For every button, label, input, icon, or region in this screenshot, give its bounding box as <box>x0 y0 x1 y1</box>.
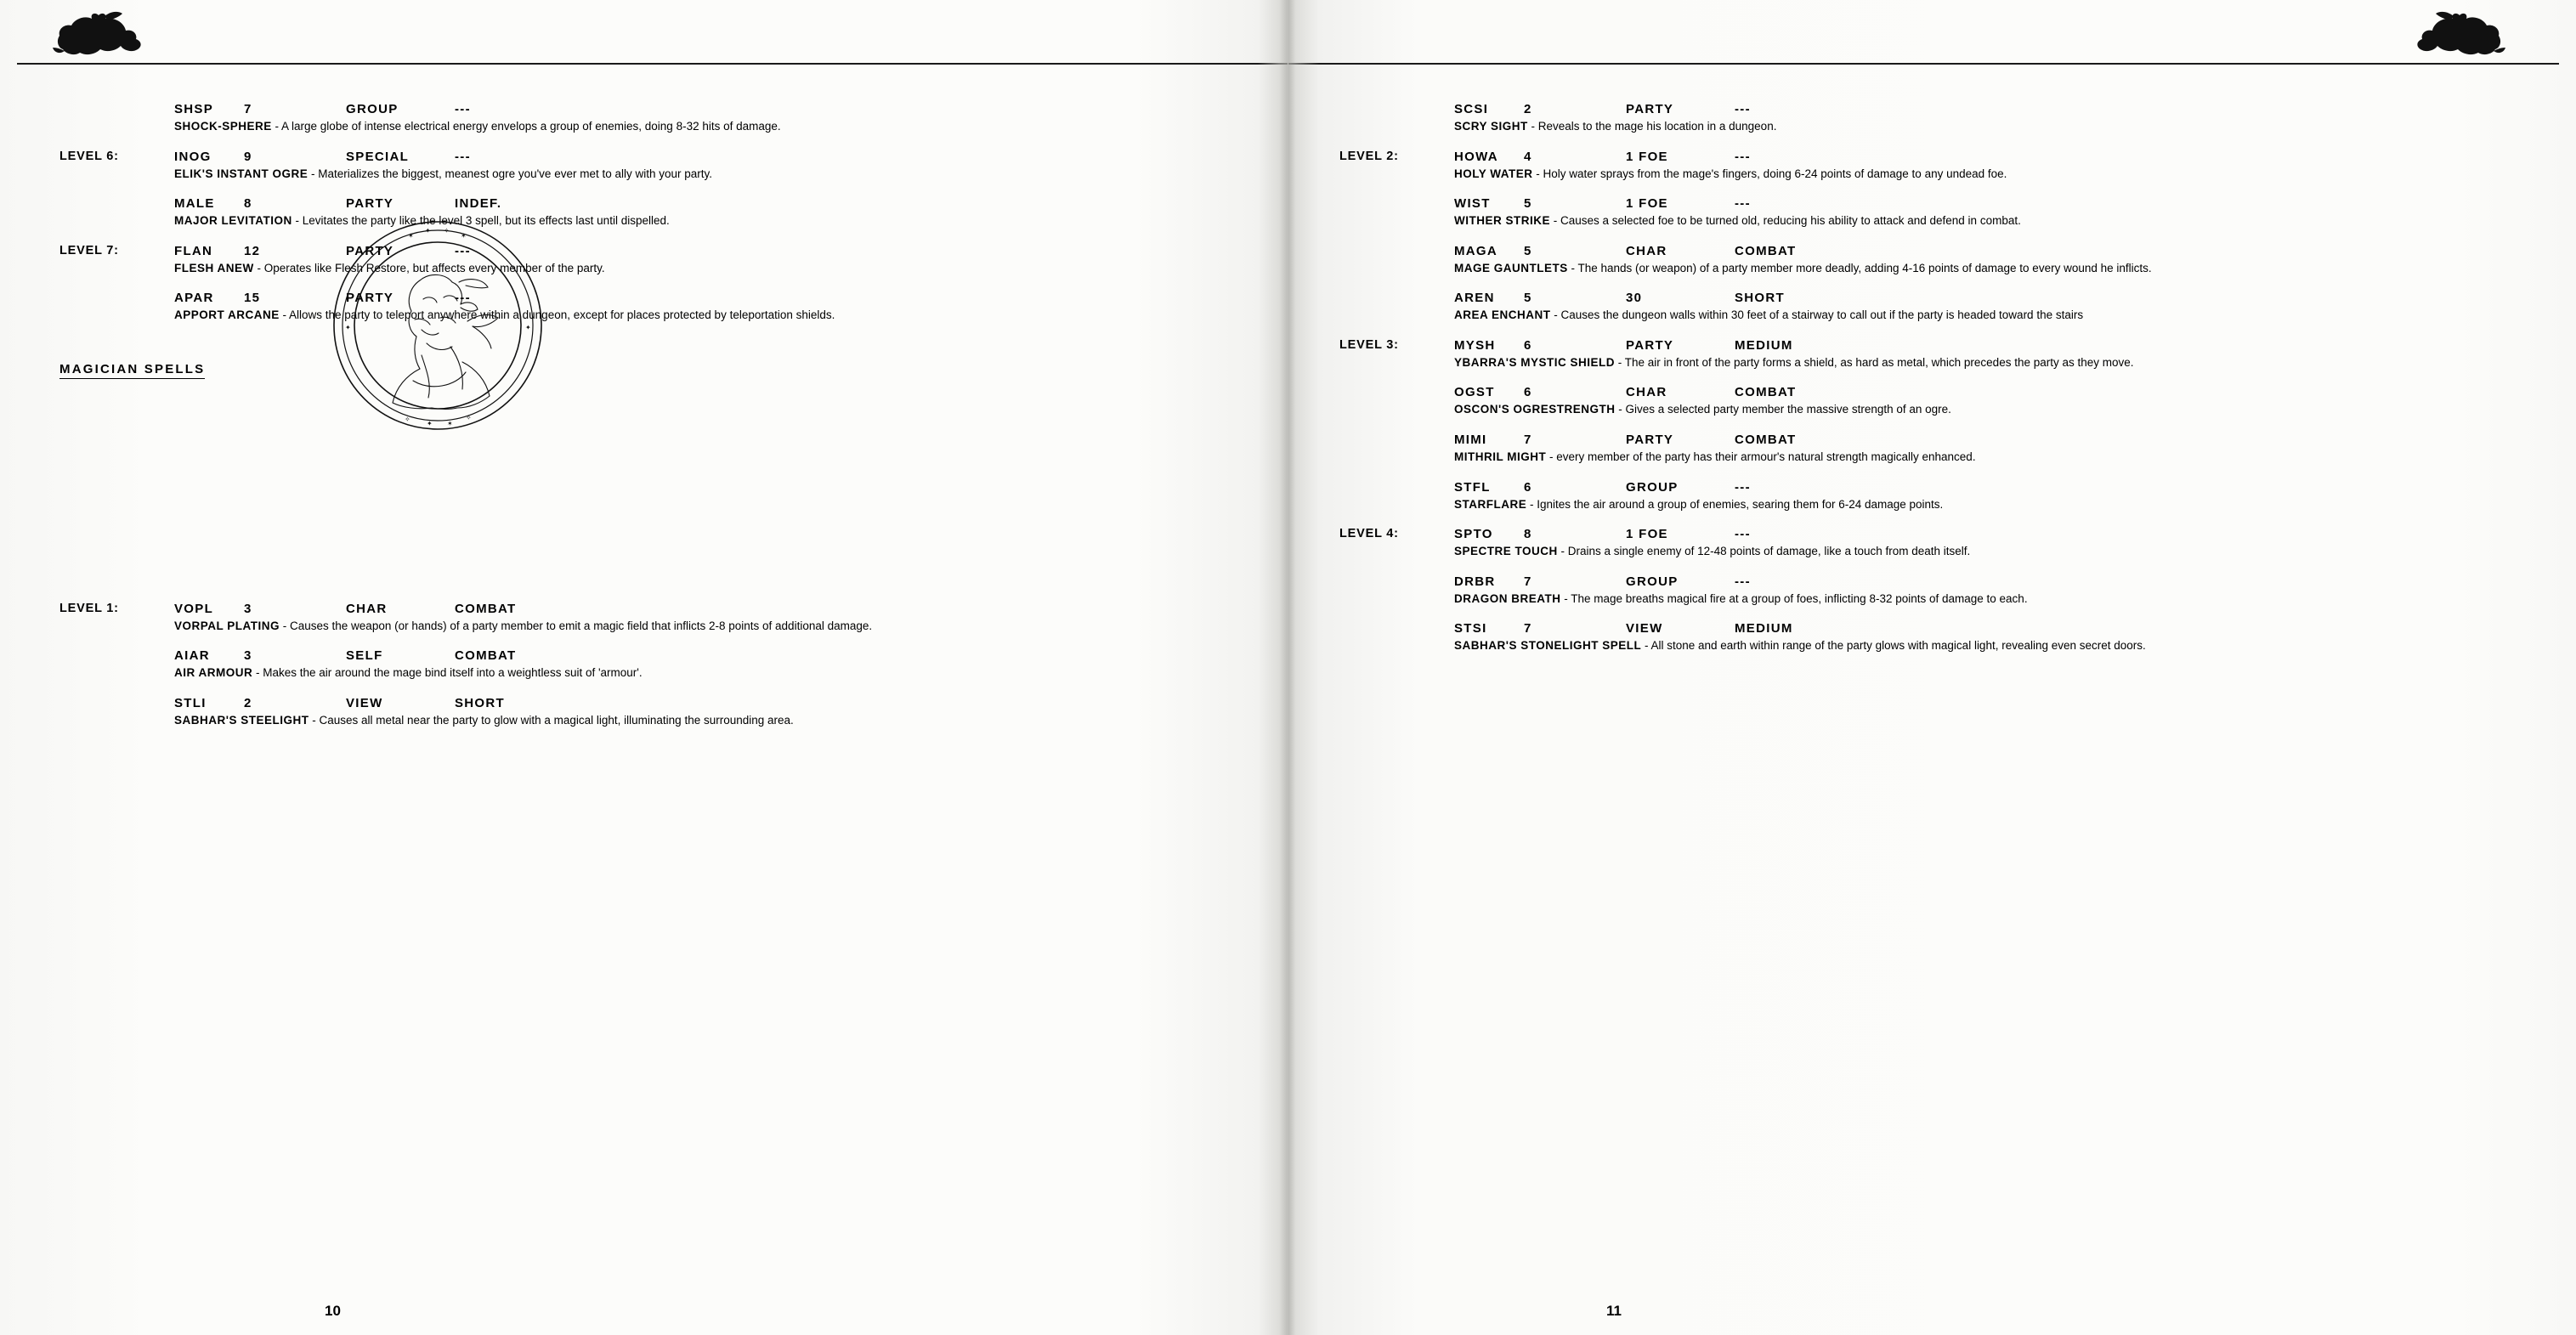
spell-level: LEVEL 7: <box>59 243 119 257</box>
spell-entry <box>1339 527 2521 560</box>
spell-header <box>1454 150 2521 164</box>
spell-code: DRBR <box>1454 574 1496 589</box>
spell-header <box>174 696 1232 710</box>
spell-target: PARTY <box>346 196 394 212</box>
spell-desc-text: - Drains a single enemy of 12-48 points of damage, like a touch from death itself. <box>1557 545 1971 558</box>
spell-entry <box>1339 102 2521 135</box>
spell-target: CHAR <box>1626 243 1667 258</box>
spell-level: LEVEL 6: <box>59 149 119 163</box>
spell-description <box>174 712 1228 729</box>
spell-range: INDEF. <box>455 196 502 212</box>
spell-desc-text: - every member of the party has their armour's natural strength magically enhanced. <box>1546 450 1976 463</box>
svg-text:✶: ✶ <box>447 420 453 427</box>
spell-cost: 8 <box>1524 527 1532 542</box>
spell-header <box>1454 102 2521 116</box>
spell-target: SPECIAL <box>346 149 410 164</box>
spell-name: MAJOR LEVITATION <box>174 214 292 228</box>
spell-cost: 7 <box>244 102 252 116</box>
spell-range: MEDIUM <box>1735 621 1793 636</box>
spell-description <box>174 118 1228 135</box>
spell-cost: 7 <box>1524 432 1532 447</box>
spell-name: SABHAR'S STEELIGHT <box>174 713 309 727</box>
spell-range: --- <box>455 291 471 306</box>
spell-cost: 5 <box>1524 291 1532 306</box>
spell-cost: 12 <box>244 243 261 258</box>
spell-desc-text: - Operates like Flesh Restore, but affects every member of the party. <box>253 261 605 274</box>
spell-desc-text: - The air in front of the party forms a shield, as hard as metal, which precedes the party as they move. <box>1614 355 2134 369</box>
spell-desc-text: - Causes the weapon (or hands) of a party member to emit a magic field that inflicts 2-8 points of additional damage. <box>280 619 873 632</box>
svg-text:✦: ✦ <box>427 420 433 427</box>
spell-code: MYSH <box>1454 337 1496 353</box>
spell-target: PARTY <box>1626 102 1674 116</box>
spell-desc-text: - All stone and earth within range of the party glows with magical light, revealing even secret doors. <box>1641 639 2146 653</box>
spell-range: --- <box>1735 479 1751 495</box>
illustration-spacer-2 <box>59 491 1232 602</box>
spell-header <box>1454 244 2521 258</box>
spell-cost: 5 <box>1524 243 1532 258</box>
spell-cost: 9 <box>244 149 252 164</box>
spell-cost: 6 <box>1524 385 1532 400</box>
spell-entry <box>1339 291 2521 324</box>
svg-text:✧: ✧ <box>466 414 472 421</box>
spell-entry <box>59 102 1232 135</box>
spell-target: PARTY <box>1626 432 1674 447</box>
spell-target: PARTY <box>346 243 394 258</box>
spell-cost: 2 <box>244 695 252 710</box>
spell-code: MAGA <box>1454 243 1498 258</box>
page-number: 11 <box>1606 1303 1622 1319</box>
spell-name: OSCON'S OGRESTRENGTH <box>1454 403 1616 416</box>
spell-level: LEVEL 2: <box>1339 149 1399 163</box>
spell-code: FLAN <box>174 243 213 258</box>
spell-target: GROUP <box>1626 574 1679 589</box>
spell-target: 1 FOE <box>1626 196 1668 212</box>
spell-header <box>1454 480 2521 495</box>
svg-text:✧: ✧ <box>405 416 410 423</box>
spell-name: FLESH ANEW <box>174 261 254 274</box>
spell-target: SELF <box>346 648 383 664</box>
spell-entry <box>59 648 1232 682</box>
spell-name: AIR ARMOUR <box>174 666 253 680</box>
spell-desc-text: - Causes the dungeon walls within 30 feet of a stairway to call out if the party is headed toward the stairs <box>1550 308 2084 322</box>
spell-level: LEVEL 3: <box>1339 337 1399 352</box>
spell-entry <box>1339 196 2521 229</box>
spell-desc-text: - Makes the air around the mage bind itself into a weightless suit of 'armour'. <box>252 666 643 680</box>
spell-header <box>1454 196 2521 211</box>
spell-code: SCSI <box>1454 102 1489 116</box>
right-column <box>1339 102 2521 669</box>
spell-header <box>174 648 1232 663</box>
spell-cost: 8 <box>244 196 252 212</box>
spell-entry <box>1339 150 2521 183</box>
spell-cost: 6 <box>1524 337 1532 353</box>
spell-entry <box>59 150 1232 183</box>
dragon-ornament-icon <box>53 10 146 59</box>
spell-code: SHSP <box>174 102 214 116</box>
spell-desc-text: - The mage breaths magical fire at a group of foes, inflicting 8-32 points of damage to each. <box>1560 591 2028 605</box>
spell-desc-text: - The hands (or weapon) of a party member more deadly, adding 4-16 points of damage to every wound he inflicts. <box>1567 261 2152 274</box>
spell-header <box>1454 291 2521 305</box>
spell-name: SCRY SIGHT <box>1454 120 1528 133</box>
spell-target: 30 <box>1626 291 1643 306</box>
spell-desc-text: - Allows the party to teleport anywhere within a dungeon, except for places protected by teleportation shields. <box>279 308 835 322</box>
spell-entry <box>59 196 1232 229</box>
spell-description <box>1454 543 2508 560</box>
illustration-spacer <box>59 387 1232 491</box>
spell-name: SABHAR'S STONELIGHT SPELL <box>1454 639 1642 653</box>
spell-entry <box>1339 480 2521 513</box>
svg-text:✶: ✶ <box>408 232 414 240</box>
spell-range: --- <box>1735 102 1751 116</box>
spell-desc-text: - Ignites the air around a group of enemies, searing them for 6-24 damage points. <box>1526 497 1944 511</box>
spell-description <box>174 166 1228 183</box>
spell-description <box>1454 401 2508 418</box>
spell-cost: 5 <box>1524 196 1532 212</box>
spell-range: --- <box>455 149 471 164</box>
spell-description <box>1454 307 2508 324</box>
spell-cost: 7 <box>1524 621 1532 636</box>
spell-desc-text: - Materializes the biggest, meanest ogre you've ever met to ally with your party. <box>308 167 713 180</box>
spell-cost: 4 <box>1524 149 1532 164</box>
spell-code: STFL <box>1454 479 1491 495</box>
spell-entry <box>1339 385 2521 418</box>
spell-header <box>1454 527 2521 541</box>
spell-code: AIAR <box>174 648 210 664</box>
spell-code: WIST <box>1454 196 1491 212</box>
spell-entry <box>1339 244 2521 277</box>
spell-target: PARTY <box>1626 337 1674 353</box>
spell-target: 1 FOE <box>1626 149 1668 164</box>
spell-code: MALE <box>174 196 215 212</box>
spell-target: CHAR <box>346 601 388 616</box>
spell-desc-text: - Levitates the party like the level 3 spell, but its effects last until dispelled. <box>292 214 670 228</box>
spell-desc-text: - A large globe of intense electrical energy envelops a group of enemies, doing 8-32 hits of damage. <box>271 120 781 133</box>
spell-code: MIMI <box>1454 432 1487 447</box>
spell-header <box>174 150 1232 164</box>
spell-header <box>174 102 1232 116</box>
svg-text:✧: ✧ <box>444 227 450 235</box>
spell-name: APPORT ARCANE <box>174 308 280 322</box>
spell-entry <box>1339 621 2521 654</box>
spell-header <box>1454 338 2521 353</box>
spell-name: AREA ENCHANT <box>1454 308 1551 322</box>
spell-entry <box>59 244 1232 277</box>
spell-range: COMBAT <box>1735 243 1797 258</box>
spell-code: OGST <box>1454 385 1495 400</box>
spell-name: DRAGON BREATH <box>1454 591 1561 605</box>
spell-range: COMBAT <box>455 601 517 616</box>
spell-description <box>1454 212 2508 229</box>
spell-name: SPECTRE TOUCH <box>1454 545 1558 558</box>
svg-text:✦: ✦ <box>345 324 351 331</box>
spell-desc-text: - Holy water sprays from the mage's fingers, doing 6-24 points of damage to any undead foe. <box>1532 167 2007 180</box>
spell-target: GROUP <box>346 102 399 116</box>
spell-range: SHORT <box>455 695 505 710</box>
spell-name: MITHRIL MIGHT <box>1454 450 1547 463</box>
spell-header <box>1454 574 2521 589</box>
spell-entry <box>1339 338 2521 371</box>
spell-target: CHAR <box>1626 385 1667 400</box>
spell-range: SHORT <box>1735 291 1785 306</box>
spell-header <box>1454 621 2521 636</box>
spell-range: COMBAT <box>1735 432 1797 447</box>
spell-target: VIEW <box>1626 621 1663 636</box>
spell-code: STSI <box>1454 621 1487 636</box>
spell-target: PARTY <box>346 291 394 306</box>
spell-range: --- <box>1735 527 1751 542</box>
spell-code: VOPL <box>174 601 214 616</box>
spell-description <box>1454 354 2508 371</box>
spell-description <box>1454 496 2508 513</box>
spell-entry <box>1339 433 2521 466</box>
spell-target: GROUP <box>1626 479 1679 495</box>
svg-text:✶: ✶ <box>461 232 467 240</box>
spell-description <box>1454 637 2508 654</box>
spell-desc-text: - Reveals to the mage his location in a dungeon. <box>1527 120 1777 133</box>
spell-cost: 15 <box>244 291 261 306</box>
spell-desc-text: - Causes a selected foe to be turned old, reducing his ability to attack and defend in combat. <box>1550 214 2021 228</box>
spell-range: COMBAT <box>455 648 517 664</box>
spell-range: --- <box>455 243 471 258</box>
spell-code: STLI <box>174 695 207 710</box>
spell-cost: 2 <box>1524 102 1532 116</box>
svg-text:✦: ✦ <box>425 227 431 235</box>
header-rule <box>1288 63 2559 65</box>
header-rule <box>17 63 1288 65</box>
spell-code: SPTO <box>1454 527 1493 542</box>
spell-range: --- <box>1735 574 1751 589</box>
spell-range: MEDIUM <box>1735 337 1793 353</box>
spell-cost: 3 <box>244 601 252 616</box>
spell-description <box>174 665 1228 682</box>
spell-code: APAR <box>174 291 214 306</box>
spell-code: HOWA <box>1454 149 1498 164</box>
spell-cost: 6 <box>1524 479 1532 495</box>
section-title-magician-spells: MAGICIAN SPELLS <box>59 362 205 379</box>
spell-target: VIEW <box>346 695 383 710</box>
spell-name: HOLY WATER <box>1454 167 1533 180</box>
spell-header <box>1454 433 2521 447</box>
spell-description <box>1454 118 2508 135</box>
spell-description <box>1454 449 2508 466</box>
svg-text:✦: ✦ <box>525 324 531 331</box>
left-column <box>59 102 1232 744</box>
spell-target: 1 FOE <box>1626 527 1668 542</box>
spell-description <box>1454 591 2508 608</box>
spell-range: --- <box>455 102 471 116</box>
page-number: 10 <box>325 1303 341 1319</box>
spell-name: SHOCK-SPHERE <box>174 120 272 133</box>
spell-description <box>1454 260 2508 277</box>
spell-cost: 3 <box>244 648 252 664</box>
spell-level: LEVEL 1: <box>59 601 119 615</box>
spell-name: VORPAL PLATING <box>174 619 280 632</box>
spell-entry <box>59 602 1232 635</box>
spell-entry <box>1339 574 2521 608</box>
spell-cost: 7 <box>1524 574 1532 589</box>
spell-description <box>174 618 1228 635</box>
spell-code: AREN <box>1454 291 1495 306</box>
spell-header <box>174 196 1232 211</box>
spell-range: COMBAT <box>1735 385 1797 400</box>
spell-range: --- <box>1735 196 1751 212</box>
spell-entry <box>59 291 1232 324</box>
spell-level: LEVEL 4: <box>1339 527 1399 541</box>
page-right <box>1288 0 2576 1335</box>
spell-code: INOG <box>174 149 212 164</box>
spell-entry <box>59 696 1232 729</box>
dragon-ornament-icon <box>2412 10 2505 59</box>
spell-desc-text: - Causes all metal near the party to glow with a magical light, illuminating the surrounding area. <box>309 713 794 727</box>
spell-name: YBARRA'S MYSTIC SHIELD <box>1454 355 1615 369</box>
spell-name: ELIK'S INSTANT OGRE <box>174 167 309 180</box>
spell-name: STARFLARE <box>1454 497 1527 511</box>
spell-header <box>1454 385 2521 399</box>
spell-name: WITHER STRIKE <box>1454 214 1550 228</box>
wizard-medallion-illustration <box>331 219 544 432</box>
spell-description <box>1454 166 2508 183</box>
spell-name: MAGE GAUNTLETS <box>1454 261 1568 274</box>
spell-range: --- <box>1735 149 1751 164</box>
spell-header <box>174 602 1232 616</box>
spell-desc-text: - Gives a selected party member the massive strength of an ogre. <box>1615 403 1951 416</box>
